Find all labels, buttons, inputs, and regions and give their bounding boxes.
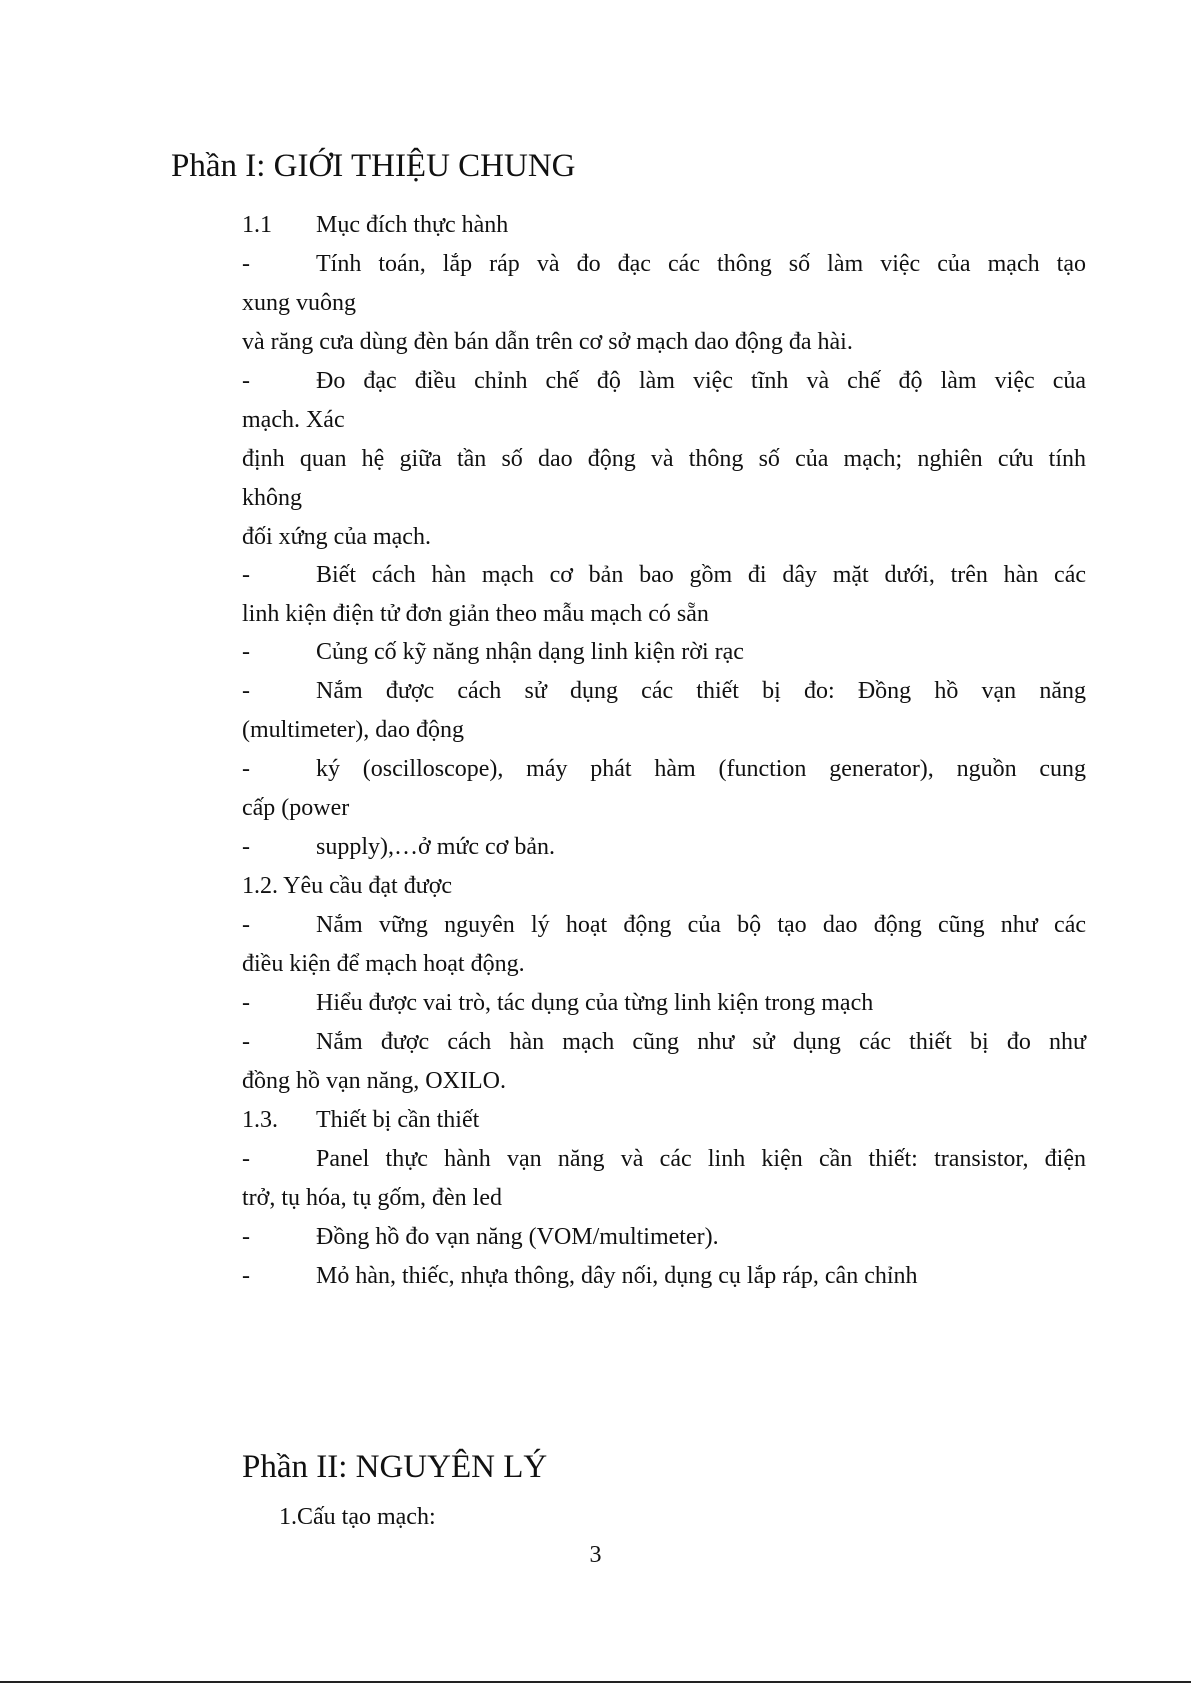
bullet-dash: - [242,1263,250,1289]
b3-line1: Biết cách hàn mạch cơ bản bao gồm đi dây mặt dưới, trên hàn các [316,562,1086,588]
bullet-dash: - [242,1224,250,1250]
section-1-3-title: Thiết bị cần thiết [316,1107,480,1133]
bullet-dash: - [242,251,250,277]
part2-item: 1.Cấu tạo mạch: [279,1504,436,1530]
b2-line1: Đo đạc điều chỉnh chế độ làm việc tĩnh và chế độ làm việc của [316,368,1086,394]
section-1-2-title: 1.2. Yêu cầu đạt được [242,873,453,899]
bullet-dash: - [242,678,250,704]
c1-line1: Nắm vững nguyên lý hoạt động của bộ tạo dao động cũng như các [316,912,1086,938]
bullet-dash: - [242,756,250,782]
d3-line1: Mỏ hàn, thiếc, nhựa thông, dây nối, dụng cụ lắp ráp, cân chỉnh [316,1263,918,1289]
d2-line1: Đồng hồ đo vạn năng (VOM/multimeter). [316,1224,719,1250]
section-1-3-number: 1.3. [242,1107,278,1133]
b1-line2: xung vuông [242,290,356,316]
c3-line1: Nắm được cách hàn mạch cũng như sử dụng các thiết bị đo như [316,1029,1086,1055]
page-number: 3 [589,1542,602,1568]
b6-line1: ký (oscilloscope), máy phát hàm (function generator), nguồn cung [316,756,1086,782]
b5-line1: Nắm được cách sử dụng các thiết bị đo: Đồng hồ vạn năng [316,678,1086,704]
bullet-dash: - [242,912,250,938]
bullet-dash: - [242,1029,250,1055]
c3-line2: đồng hồ vạn năng, OXILO. [242,1068,506,1094]
bottom-border-line [0,1681,1191,1683]
b2-line3: định quan hệ giữa tần số dao động và thông số của mạch; nghiên cứu tính [242,446,1086,472]
bullet-dash: - [242,639,250,665]
section-1-1-title: Mục đích thực hành [316,212,509,238]
b1-line3: và răng cưa dùng đèn bán dẫn trên cơ sở mạch dao động đa hài. [242,329,853,355]
c2-line1: Hiểu được vai trò, tác dụng của từng linh kiện trong mạch [316,990,874,1016]
b6-line2: cấp (power [242,795,350,821]
b7-line1: supply),…ở mức cơ bản. [316,834,556,860]
bullet-dash: - [242,562,250,588]
c1-line2: điều kiện để mạch hoạt động. [242,951,525,977]
b1-line1: Tính toán, lắp ráp và đo đạc các thông số làm việc của mạch tạo [316,251,1086,277]
b5-line2: (multimeter), dao động [242,717,464,743]
b2-line5: đối xứng của mạch. [242,524,431,550]
bullet-dash: - [242,1146,250,1172]
bullet-dash: - [242,368,250,394]
b2-line2: mạch. Xác [242,407,345,433]
d1-line2: trở, tụ hóa, tụ gốm, đèn led [242,1185,502,1211]
part2-title: Phần II: NGUYÊN LÝ [242,1449,548,1485]
d1-line1: Panel thực hành vạn năng và các linh kiện cần thiết: transistor, điện [316,1146,1086,1172]
b4-line1: Củng cố kỹ năng nhận dạng linh kiện rời rạc [316,639,744,665]
bullet-dash: - [242,990,250,1016]
b2-line4: không [242,485,302,511]
part1-title: Phần I: GIỚI THIỆU CHUNG [171,148,576,184]
b3-line2: linh kiện điện tử đơn giản theo mẫu mạch có sẵn [242,601,709,627]
bullet-dash: - [242,834,250,860]
section-1-1-number: 1.1 [242,212,272,238]
